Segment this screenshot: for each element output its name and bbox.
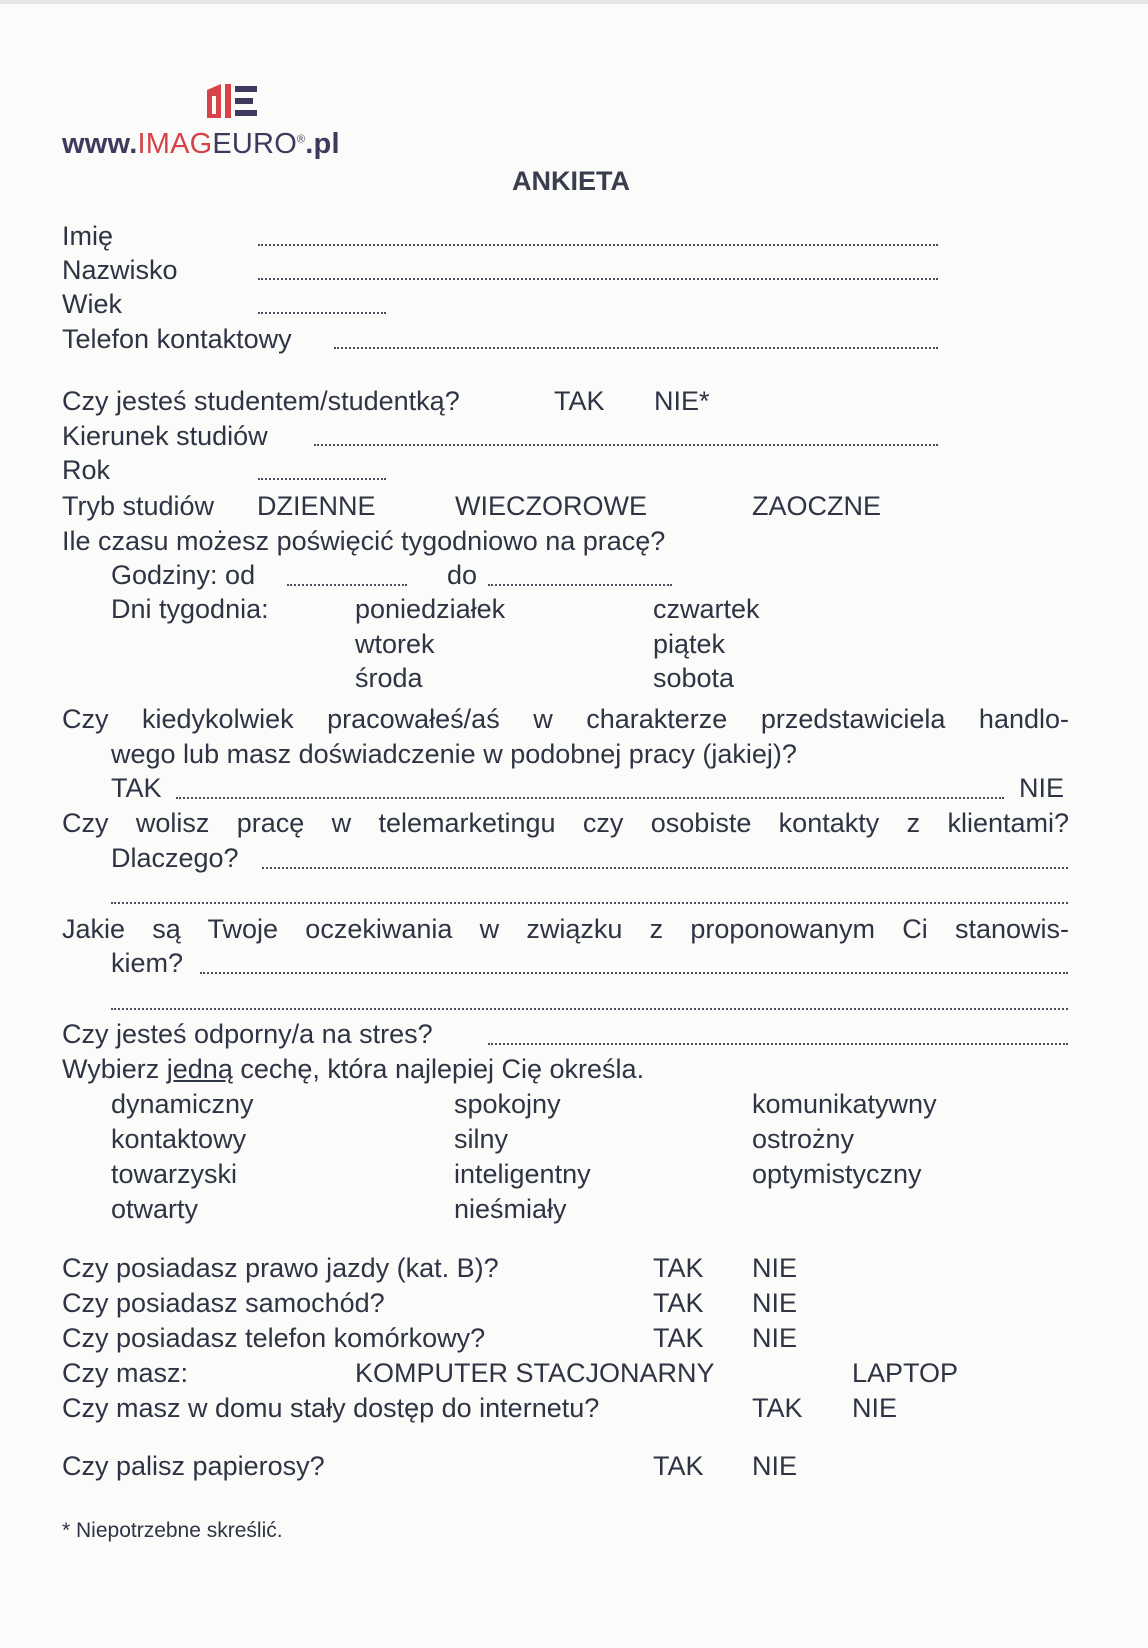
study-mode-evening[interactable]: WIECZOROWE xyxy=(455,491,647,521)
expectations-field-2[interactable] xyxy=(111,1008,1068,1010)
availability-question: Ile czasu możesz poświęcić tygodniowo na pracę? xyxy=(62,526,666,556)
student-yes-option[interactable]: TAK xyxy=(554,386,605,416)
logo-brand-red: IMAG xyxy=(137,128,213,160)
student-no-option[interactable]: NIE* xyxy=(654,386,710,416)
logo-prefix: www. xyxy=(62,128,138,160)
logo-suffix: .pl xyxy=(305,128,340,160)
expectations-question-line1 xyxy=(62,912,1069,946)
computer-question: Czy masz: xyxy=(62,1358,189,1388)
trait-intelligent[interactable]: inteligentny xyxy=(454,1159,591,1189)
computer-laptop-option[interactable]: LAPTOP xyxy=(852,1358,959,1388)
hours-to-field[interactable] xyxy=(488,584,672,586)
preference-question xyxy=(62,806,1069,840)
study-year-label: Rok xyxy=(62,455,111,485)
scan-top-edge xyxy=(0,0,1148,4)
license-question: Czy posiadasz prawo jazdy (kat. B)? xyxy=(62,1253,499,1283)
hours-to-label: do xyxy=(447,560,478,590)
experience-yes-option[interactable]: TAK xyxy=(111,773,162,803)
internet-no-option[interactable]: NIE xyxy=(852,1393,898,1423)
expectations-question-line1-text: Jakie są Twoje oczekiwania w związku z proponowanym Ci stanowis- xyxy=(62,914,1069,944)
expectations-question-line2: kiem? xyxy=(111,948,184,978)
page-title: ANKIETA xyxy=(512,166,630,196)
smoking-question: Czy palisz papierosy? xyxy=(62,1451,325,1481)
internet-question: Czy masz w domu stały dostęp do internetu? xyxy=(62,1393,600,1423)
student-question: Czy jesteś studentem/studentką? xyxy=(62,386,460,416)
experience-question-line1 xyxy=(62,702,1069,736)
trait-communicative[interactable]: komunikatywny xyxy=(752,1089,937,1119)
last-name-label: Nazwisko xyxy=(62,255,178,285)
last-name-field[interactable] xyxy=(258,278,938,280)
trait-strong[interactable]: silny xyxy=(454,1124,509,1154)
logo-registered: ® xyxy=(296,133,306,146)
smoking-no-option[interactable]: NIE xyxy=(752,1451,798,1481)
study-mode-daily[interactable]: DZIENNE xyxy=(257,491,376,521)
hours-from-field[interactable] xyxy=(287,584,407,586)
day-saturday[interactable]: sobota xyxy=(653,663,735,693)
age-label: Wiek xyxy=(62,289,122,319)
logo-brand-dark: EURO xyxy=(212,128,297,160)
phone-field[interactable] xyxy=(334,347,938,349)
trait-shy[interactable]: nieśmiały xyxy=(454,1194,567,1224)
traits-prefix: Wybierz xyxy=(62,1054,167,1084)
field-of-study-field[interactable] xyxy=(314,444,938,446)
car-no-option[interactable]: NIE xyxy=(752,1288,798,1318)
trait-careful[interactable]: ostrożny xyxy=(752,1124,855,1154)
trait-calm[interactable]: spokojny xyxy=(454,1089,561,1119)
traits-instruction xyxy=(62,1052,644,1086)
stress-field[interactable] xyxy=(488,1043,1068,1045)
stress-question: Czy jesteś odporny/a na stres? xyxy=(62,1019,433,1049)
traits-suffix: cechę, która najlepiej Cię określa. xyxy=(232,1054,645,1084)
license-no-option[interactable]: NIE xyxy=(752,1253,798,1283)
trait-dynamic[interactable]: dynamiczny xyxy=(111,1089,254,1119)
imageuro-logo-icon xyxy=(205,82,261,120)
footnote: * Niepotrzebne skreślić. xyxy=(62,1519,283,1542)
hours-from-label: Godziny: od xyxy=(111,560,256,590)
preference-why-field-2[interactable] xyxy=(111,902,1068,904)
trait-sociable[interactable]: towarzyski xyxy=(111,1159,238,1189)
experience-question-line2: wego lub masz doświadczenie w podobnej pracy (jakiej)? xyxy=(111,739,797,769)
trait-contactable[interactable]: kontaktowy xyxy=(111,1124,247,1154)
day-wednesday[interactable]: środa xyxy=(355,663,423,693)
experience-no-option[interactable]: NIE xyxy=(1019,773,1065,803)
age-field[interactable] xyxy=(258,312,386,314)
experience-details-field[interactable] xyxy=(176,797,1004,799)
smoking-yes-option[interactable]: TAK xyxy=(653,1451,704,1481)
preference-why-label: Dlaczego? xyxy=(111,843,239,873)
first-name-field[interactable] xyxy=(258,244,938,246)
trait-open[interactable]: otwarty xyxy=(111,1194,199,1224)
day-thursday[interactable]: czwartek xyxy=(653,594,760,624)
trait-optimistic[interactable]: optymistyczny xyxy=(752,1159,922,1189)
field-of-study-label: Kierunek studiów xyxy=(62,421,268,451)
mobile-yes-option[interactable]: TAK xyxy=(653,1323,704,1353)
traits-emphasis: jedną xyxy=(166,1054,233,1084)
preference-question-text: Czy wolisz pracę w telemarketingu czy osobiste kontakty z klientami? xyxy=(62,808,1069,838)
car-question: Czy posiadasz samochód? xyxy=(62,1288,385,1318)
license-yes-option[interactable]: TAK xyxy=(653,1253,704,1283)
day-friday[interactable]: piątek xyxy=(653,629,726,659)
logo-website xyxy=(62,128,340,161)
internet-yes-option[interactable]: TAK xyxy=(752,1393,803,1423)
study-mode-extramural[interactable]: ZAOCZNE xyxy=(752,491,882,521)
experience-question-line1-text: Czy kiedykolwiek pracowałeś/aś w charakterze przedstawiciela handlo- xyxy=(62,704,1069,734)
mobile-no-option[interactable]: NIE xyxy=(752,1323,798,1353)
preference-why-field[interactable] xyxy=(262,867,1068,869)
study-year-field[interactable] xyxy=(258,478,386,480)
day-monday[interactable]: poniedziałek xyxy=(355,594,506,624)
study-mode-label: Tryb studiów xyxy=(62,491,215,521)
car-yes-option[interactable]: TAK xyxy=(653,1288,704,1318)
first-name-label: Imię xyxy=(62,221,114,251)
mobile-question: Czy posiadasz telefon komórkowy? xyxy=(62,1323,486,1353)
days-label: Dni tygodnia: xyxy=(111,594,269,624)
phone-label: Telefon kontaktowy xyxy=(62,324,292,354)
day-tuesday[interactable]: wtorek xyxy=(355,629,435,659)
expectations-field[interactable] xyxy=(200,972,1068,974)
computer-desktop-option[interactable]: KOMPUTER STACJONARNY xyxy=(355,1358,715,1388)
